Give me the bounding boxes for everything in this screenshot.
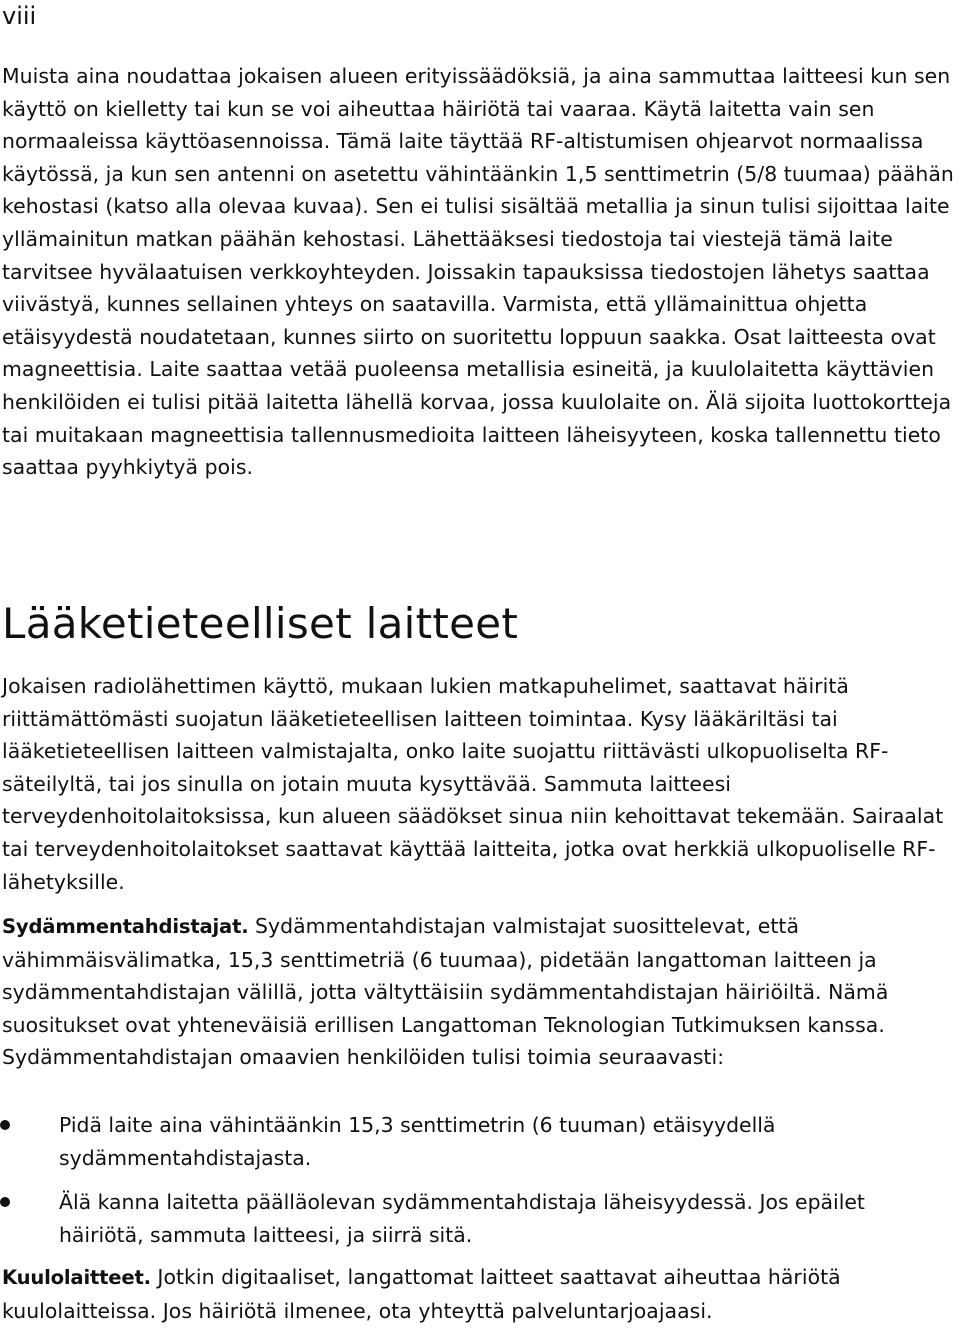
page-number: viii (2, 2, 37, 30)
bullet-text: Älä kanna laitetta päälläolevan sydämmentahdistaja läheisyydessä. Jos epäilet häiriötä, sammuta laitteesi, ja siirrä sitä. (59, 1190, 865, 1247)
bullet-dot-icon (0, 1120, 10, 1130)
pacemakers-label: Sydämmentahdistajat. (2, 915, 249, 938)
medical-devices-paragraph: Jokaisen radiolähettimen käyttö, mukaan lukien matkapuhelimet, saattavat häiritä riittämättömästi suojatun lääketieteellisen laitteen toimintaa. Kysy lääkäriltäsi tai lääketieteellisen laitteen valmistajalta, onko laite suojattu riittävästi ulkopuoliselta RF-säteilyltä, tai jos sinulla on jotain muuta kysyttävää. Sammuta laitteesi terveydenhoitolaitoksissa, kun alueen säädökset sinua niin kehoittavat tekemään. Sairaalat tai terveydenhoitolaitokset saattavat käyttää laitteita, jotka ovat herkkiä ulkopuoliselle RF-lähetyksille. (2, 674, 944, 894)
bullet-dot-icon (0, 1197, 10, 1207)
hearing-aids-paragraph (2, 1261, 954, 1327)
list-item (0, 1109, 955, 1174)
list-item (0, 1186, 955, 1251)
pacemaker-bullet-list (0, 1109, 955, 1263)
pacemakers-text: Sydämmentahdistajan valmistajat suosittelevat, että vähimmäisvälimatka, 15,3 senttimetriä (6 tuumaa), pidetään langattoman laitteen ja sydämmentahdistajan välillä, jotta vältyttäisiin sydämmentahdistajan häiriöiltä. Nämä suositukset ovat yhteneväisiä erillisen Langattoman Teknologian Tutkimuksen kanssa. Sydämmentahdistajan omaavien henkilöiden tulisi toimia seuraavasti: (2, 914, 889, 1070)
bullet-text: Pidä laite aina vähintäänkin 15,3 senttimetrin (6 tuuman) etäisyydellä sydämmentahdistajasta. (59, 1113, 776, 1170)
pacemakers-paragraph (2, 910, 954, 1074)
section-heading: Lääketieteelliset laitteet (2, 599, 519, 648)
intro-paragraph: Muista aina noudattaa jokaisen alueen erityissäädöksiä, ja aina sammuttaa laitteesi kun sen käyttö on kielletty tai kun se voi aiheuttaa häiriötä tai vaaraa. Käytä laitetta vain sen normaaleissa käyttöasennoissa. Tämä laite täyttää RF-altistumisen ohjearvot normaalissa käytössä, ja kun sen antenni on asetettu vähintäänkin 1,5 senttimetrin (5/8 tuumaa) päähän kehostasi (katso alla olevaa kuvaa). Sen ei tulisi sisältää metallia ja sinun tulisi sijoittaa laite yllämainitun matkan päähän kehostasi. Lähettääksesi tiedostoja tai viestejä tämä laite tarvitsee hyvälaatuisen verkkoyhteyden. Joissakin tapauksissa tiedostojen lähetys saattaa viivästyä, kunnes sellainen yhteys on saatavilla. Varmista, että yllämainittua ohjetta etäisyydestä noudatetaan, kunnes siirto on suoritettu loppuun saakka. Osat laitteesta ovat magneettisia. Laite saattaa vetää puoleensa metallisia esineitä, ja kuulolaitetta käyttävien henkilöiden ei tulisi pitää laitetta lähellä korvaa, jossa kuulolaite on. Älä sijoita luottokortteja tai muitakaan magneettisia tallennusmedioita laitteen läheisyyteen, koska tallennettu tieto saattaa pyyhkiytyä pois. (2, 64, 954, 480)
hearing-aids-text: Jotkin digitaaliset, langattomat laitteet saattavat aiheuttaa häriötä kuulolaitteissa. Jos häiriötä ilmenee, ota yhteyttä palveluntarjoajaasi. (2, 1265, 841, 1323)
hearing-aids-label: Kuulolaitteet. (2, 1266, 151, 1289)
